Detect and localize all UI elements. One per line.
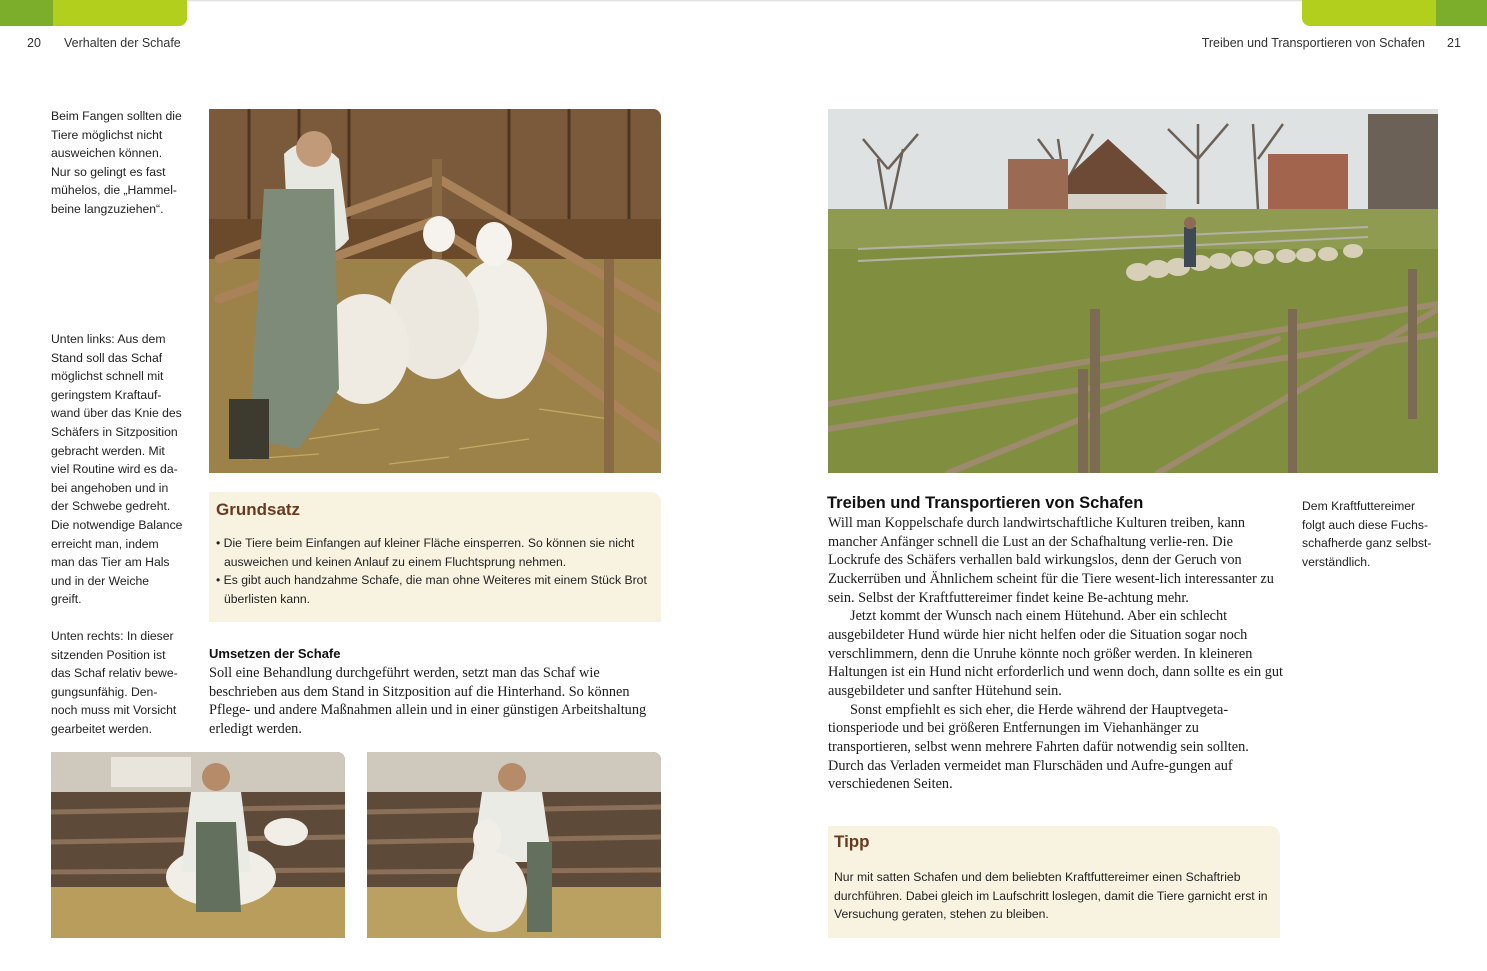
tipp-title: Tipp bbox=[834, 832, 870, 851]
header-accent-left-dark bbox=[0, 0, 53, 26]
treiben-paragraph: Jetzt kommt der Wunsch nach einem Hütehund. Aber ein schlecht ausgebildeter Hund würde hier nicht helfen oder die Situation sogar noch verschlimmern, denn die Unruhe könnte noch größer werden. In kleineren Haltungen ist ein Hund nicht erforderlich und wenn doch, dann sollte es ein gut ausgebildeter und sanfter Hütehund sein. bbox=[828, 608, 1284, 699]
photo-lifting-sheep bbox=[51, 752, 345, 938]
caption-kraftfutter: Dem Kraftfuttereimer folgt auch diese Fuchs- schafherde ganz selbst- verständlich. bbox=[1302, 499, 1432, 569]
caption-catching: Beim Fangen sollten die Tiere möglichst nicht ausweichen können. Nur so gelingt es fast mühelos, die „Hammel- beine langzuziehen“. bbox=[51, 109, 182, 216]
photo-catching-sheep bbox=[209, 109, 661, 473]
tipp-box bbox=[828, 826, 1280, 938]
treiben-text bbox=[828, 514, 1284, 794]
page-number-right: 21 bbox=[1447, 36, 1461, 50]
grundsatz-item: • Die Tiere beim Einfangen auf kleiner Fläche einsperren. So können sie nicht ausweichen und keinen Anlauf zu einem Fluchtsprung nehmen. bbox=[216, 536, 635, 569]
caption-bottom-left: Unten links: Aus dem Stand soll das Schaf möglichst schnell mit geringstem Kraftauf- wand über das Knie des Schäfers in Sitzposition gebracht werden. Mit viel Routine wird es da- bei angehoben und in der Schwebe gedreht. Die notwendige Balance erreicht man, indem man das Tier am Hals und in der Weiche greift. bbox=[51, 332, 183, 607]
photo-herd-following-bucket bbox=[828, 109, 1438, 473]
umsetzen-heading: Umsetzen der Schafe bbox=[209, 646, 341, 661]
header-rule bbox=[187, 0, 1302, 2]
grundsatz-list bbox=[216, 534, 656, 608]
running-title-left: Verhalten der Schafe bbox=[64, 36, 181, 50]
photo-seated-sheep bbox=[367, 752, 661, 938]
grundsatz-box bbox=[209, 492, 661, 622]
treiben-heading: Treiben und Transportieren von Schafen bbox=[827, 494, 1144, 512]
page-number-left: 20 bbox=[27, 36, 41, 50]
tipp-text: Nur mit satten Schafen und dem beliebten Kraftfuttereimer einen Schaftrieb durchführen. Dabei gleich im Laufschritt loslegen, damit die Tiere garnicht erst in Versuchung geraten, stehen zu bleiben. bbox=[834, 870, 1268, 922]
treiben-paragraph: Will man Koppelschafe durch landwirtschaftliche Kulturen treiben, kann mancher Anfänger schnell die Lust an der Schafhaltung verlie-ren. Die Lockrufe des Schäfers verhallen bald wirkungslos, denn der Geruch von Zuckerrüben und Ähnlichem scheint für die Tiere wesent-lich interessanter zu sein. Selbst der Kraftfuttereimer findet keine Be-achtung mehr. bbox=[828, 515, 1274, 606]
header-accent-right-dark bbox=[1436, 0, 1487, 26]
grundsatz-item: • Es gibt auch handzahme Schafe, die man ohne Weiteres mit einem Stück Brot überlisten kann. bbox=[216, 573, 647, 606]
umsetzen-paragraph: Soll eine Behandlung durchgeführt werden, setzt man das Schaf wie beschrieben aus dem Stand in Sitzposition auf die Hinterhand. So können Pflege- und andere Maßnahmen allein und in einer günstigen Arbeitshaltung erledigt werden. bbox=[209, 665, 647, 737]
treiben-paragraph: Sonst empfiehlt es sich eher, die Herde während der Hauptvegeta-tionsperiode und bei größeren Entfernungen im Viehanhänger zu transportieren, selbst wenn mehrere Fahrten dafür notwendig sein sollten. Durch das Verladen vermeidet man Flurschäden und Aufre-gungen auf verschiedenen Seiten. bbox=[828, 701, 1249, 793]
running-title-right: Treiben und Transportieren von Schafen bbox=[1201, 36, 1425, 50]
umsetzen-text bbox=[209, 664, 664, 739]
header-accent-left bbox=[53, 0, 187, 26]
caption-bottom-right: Unten rechts: In dieser sitzenden Position ist das Schaf relativ bewe- gungsunfähig. Den- noch muss mit Vorsicht gearbeitet werden. bbox=[51, 629, 178, 736]
header-accent-right bbox=[1302, 0, 1436, 26]
grundsatz-title: Grundsatz bbox=[216, 500, 301, 519]
